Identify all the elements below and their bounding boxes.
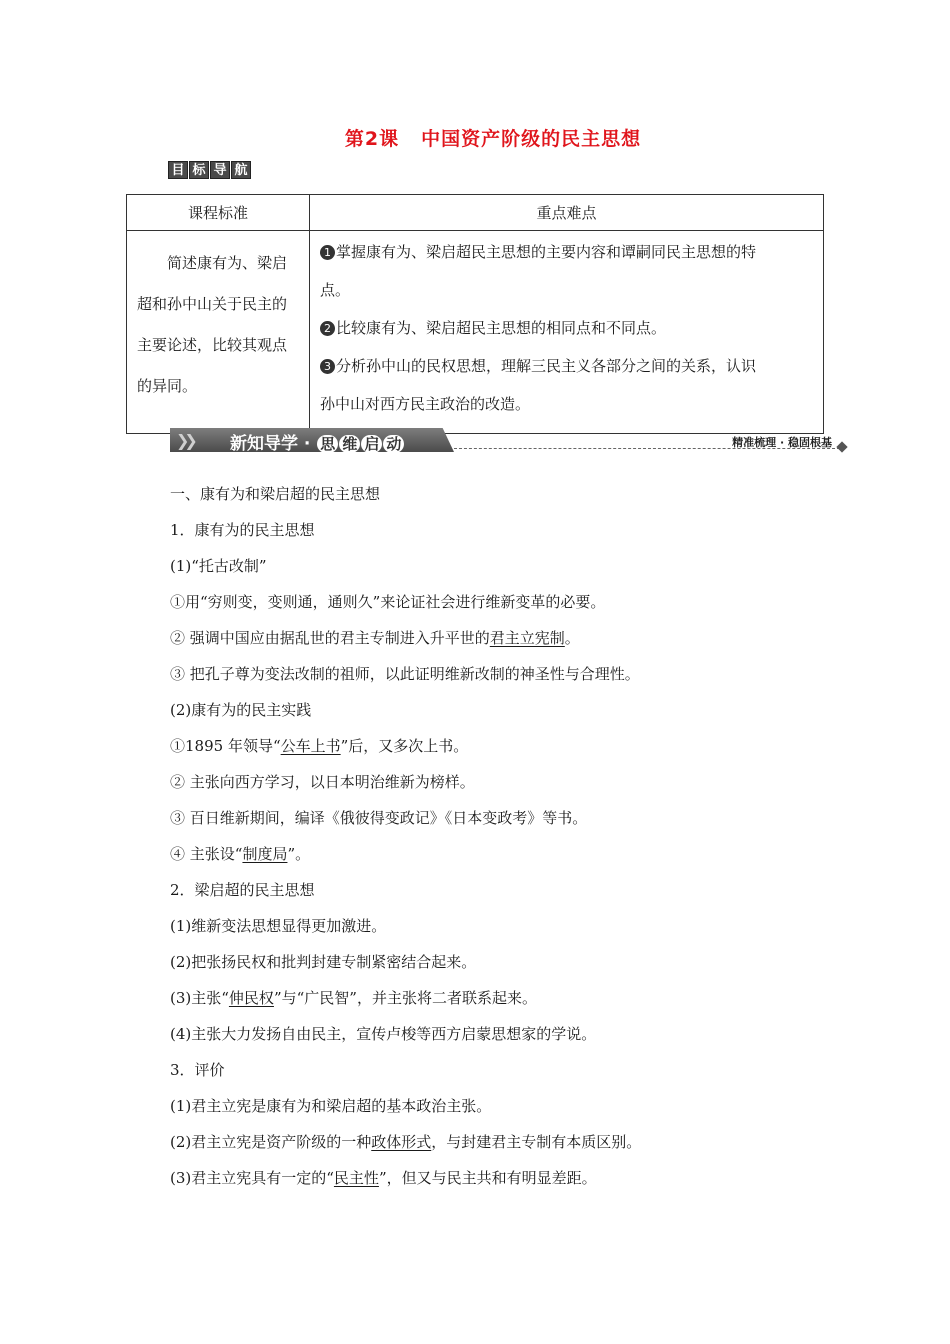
text-line: (2)把张扬民权和批判封建专制紧密结合起来。 bbox=[170, 953, 477, 971]
text-line: ③ 百日维新期间，编译《俄彼得变政记》《日本变政考》等书。 bbox=[170, 809, 588, 827]
col-header-standard: 课程标准 bbox=[127, 195, 310, 231]
goal-nav-badge bbox=[168, 161, 251, 179]
key-points-cell bbox=[310, 231, 824, 434]
key-point: 1 掌握康有为、梁启超民主思想的主要内容和谭嗣同民主思想的特 bbox=[320, 233, 815, 271]
badge-char: 标 bbox=[189, 161, 209, 179]
col-header-key-points: 重点难点 bbox=[310, 195, 824, 231]
badge-char: 航 bbox=[231, 161, 251, 179]
key-term: 民主性 bbox=[333, 1169, 379, 1187]
text-line: (3)君主立宪具有一定的“民主性”，但又与民主共和有明显差距。 bbox=[170, 1169, 597, 1187]
lesson-name: 中国资产阶级的民主思想 bbox=[421, 128, 642, 150]
text-line: (2)君主立宪是资产阶级的一种政体形式，与封建君主专制有本质区别。 bbox=[170, 1133, 642, 1151]
section-banner bbox=[170, 428, 846, 454]
page-title bbox=[0, 124, 950, 151]
text-line: (3)主张“伸民权”与“广民智”，并主张将二者联系起来。 bbox=[170, 989, 537, 1007]
banner-subtitle: 精准梳理 · 稳固根基 bbox=[732, 436, 832, 449]
text-line: (4)主张大力发扬自由民主，宣传卢梭等西方启蒙思想家的学说。 bbox=[170, 1025, 597, 1043]
goal-table bbox=[126, 194, 824, 434]
badge-char: 导 bbox=[210, 161, 230, 179]
text-line: ①用“穷则变，变则通，通则久”来论证社会进行维新变革的必要。 bbox=[170, 593, 606, 611]
text-line: ② 主张向西方学习，以日本明治维新为榜样。 bbox=[170, 773, 475, 791]
key-point-cont: 点。 bbox=[320, 281, 351, 299]
badge-char: 目 bbox=[168, 161, 188, 179]
text-line: ④ 主张设“制度局”。 bbox=[170, 845, 311, 863]
text-line: 1．康有为的民主思想 bbox=[170, 521, 315, 539]
text-line: ③ 把孔子尊为变法改制的祖师，以此证明维新改制的神圣性与合理性。 bbox=[170, 665, 640, 683]
text-line: (1)君主立宪是康有为和梁启超的基本政治主张。 bbox=[170, 1097, 492, 1115]
number-circle-icon: 3 bbox=[320, 359, 335, 374]
banner-title: 新知导学 · 思 维 启 动 bbox=[230, 429, 404, 454]
double-chevron-icon: ❯❯ bbox=[176, 431, 193, 450]
key-point-cont: 孙中山对西方民主政治的改造。 bbox=[320, 395, 531, 413]
key-point: 3 分析孙中山的民权思想，理解三民主义各部分之间的关系，认识 bbox=[320, 347, 815, 385]
text-line: 2．梁启超的民主思想 bbox=[170, 881, 315, 899]
key-term: 君主立宪制 bbox=[489, 629, 565, 647]
key-point: 2 比较康有为、梁启超民主思想的相同点和不同点。 bbox=[320, 309, 815, 347]
key-term: 伸民权 bbox=[228, 989, 274, 1007]
key-term: 政体形式 bbox=[371, 1133, 432, 1151]
number-circle-icon: 1 bbox=[320, 245, 335, 260]
key-term: 公车上书 bbox=[280, 737, 341, 755]
lesson-number: 第2课 bbox=[344, 128, 400, 150]
text-line: (2)康有为的民主实践 bbox=[170, 701, 312, 719]
text-line: 3．评价 bbox=[170, 1061, 225, 1079]
text-line: ①1895 年领导“公车上书”后，又多次上书。 bbox=[170, 737, 469, 755]
text-line: ② 强调中国应由据乱世的君主专制进入升平世的君主立宪制。 bbox=[170, 629, 580, 647]
diamond-icon bbox=[836, 441, 847, 452]
content-body bbox=[170, 482, 850, 1202]
standard-cell: 简述康有为、梁启超和孙中山关于民主的主要论述，比较其观点的异同。 bbox=[127, 231, 310, 434]
number-circle-icon: 2 bbox=[320, 321, 335, 336]
text-line: (1)维新变法思想显得更加激进。 bbox=[170, 917, 387, 935]
key-term: 制度局 bbox=[242, 845, 288, 863]
text-line: 一、康有为和梁启超的民主思想 bbox=[170, 485, 381, 503]
text-line: (1)“托古改制” bbox=[170, 557, 267, 575]
